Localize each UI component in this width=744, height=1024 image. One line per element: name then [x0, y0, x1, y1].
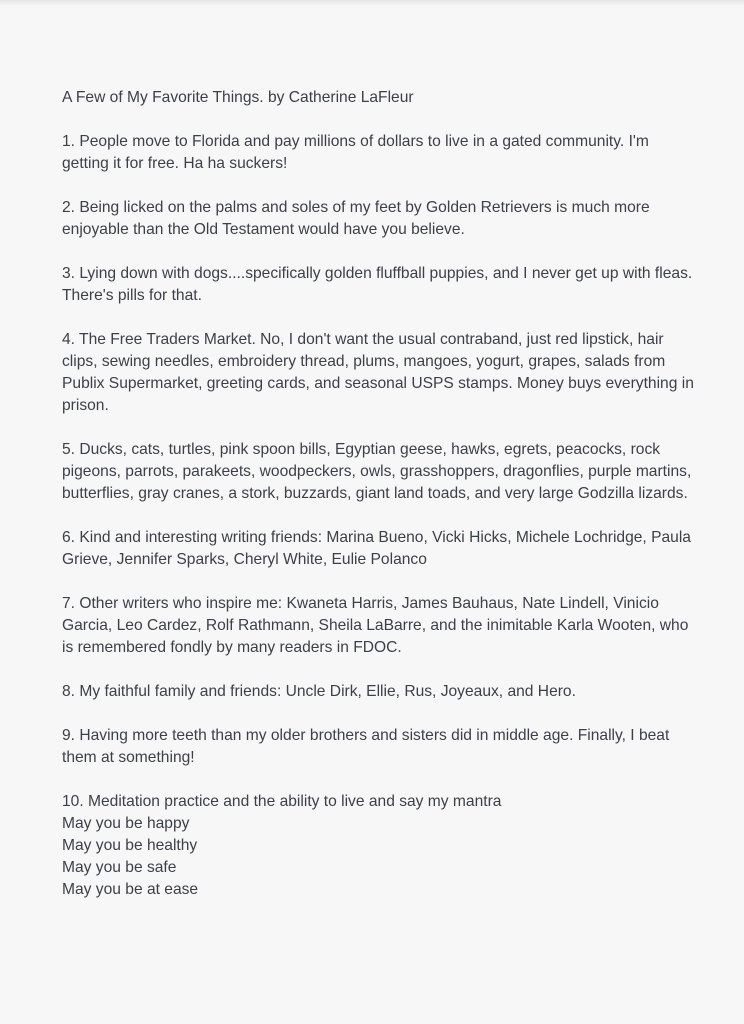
document-page [62, 87, 694, 901]
mantra-line: May you be safe [62, 859, 177, 876]
list-item-3: 3. Lying down with dogs....specifically golden fluffball puppies, and I never get up with fleas. There's pills for that. [62, 265, 693, 304]
list-item-9: 9. Having more teeth than my older brothers and sisters did in middle age. Finally, I beat them at something! [62, 727, 670, 766]
mantra-line: May you be at ease [62, 881, 199, 898]
list-item-2: 2. Being licked on the palms and soles of my feet by Golden Retrievers is much more enjoyable than the Old Testament would have you believe. [62, 199, 650, 238]
document-title: A Few of My Favorite Things. by Catherine LaFleur [62, 89, 414, 106]
page-top-shadow [0, 0, 744, 6]
list-item-10-intro: 10. Meditation practice and the ability to live and say my mantra [62, 793, 502, 810]
list-item-10 [62, 791, 694, 901]
list-item-7: 7. Other writers who inspire me: Kwaneta Harris, James Bauhaus, Nate Lindell, Vinicio Garcia, Leo Cardez, Rolf Rathmann, Sheila LaBarre, and the inimitable Karla Wooten, who is remembered fondly by many readers in FDOC. [62, 595, 689, 656]
list-item-6: 6. Kind and interesting writing friends: Marina Bueno, Vicki Hicks, Michele Lochridge, Paula Grieve, Jennifer Sparks, Cheryl White, Eulie Polanco [62, 529, 691, 568]
mantra-line: May you be healthy [62, 837, 198, 854]
list-item-1: 1. People move to Florida and pay millions of dollars to live in a gated community. I'm getting it for free. Ha ha suckers! [62, 133, 649, 172]
list-item-5: 5. Ducks, cats, turtles, pink spoon bills, Egyptian geese, hawks, egrets, peacocks, rock pigeons, parrots, parakeets, woodpeckers, owls, grasshoppers, dragonflies, purple martins, butterflies, gray cranes, a stork, buzzards, giant land toads, and very large Godzilla lizards. [62, 441, 692, 502]
list-item-4: 4. The Free Traders Market. No, I don't want the usual contraband, just red lipstick, hair clips, sewing needles, embroidery thread, plums, mangoes, yogurt, grapes, salads from Publix Supermarket, greeting cards, and seasonal USPS stamps. Money buys everything in prison. [62, 331, 694, 414]
list-item-8: 8. My faithful family and friends: Uncle Dirk, Ellie, Rus, Joyeaux, and Hero. [62, 683, 576, 700]
mantra-line: May you be happy [62, 815, 190, 832]
